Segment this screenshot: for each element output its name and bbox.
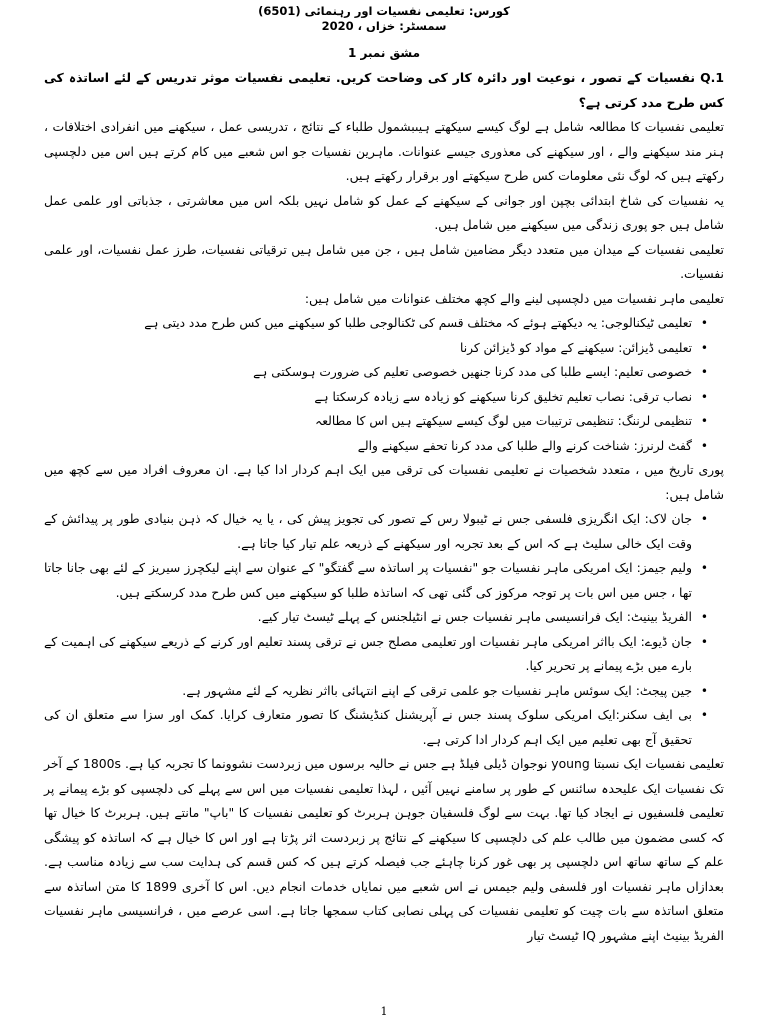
semester-line: سمسٹر: خزاں ، 2020	[321, 19, 447, 33]
list-item: • تنظیمی لرننگ: تنظیمی ترتیبات میں لوگ کیسے سیکھتے ہیں اس کا مطالعہ	[44, 409, 692, 434]
course-header	[44, 4, 724, 34]
list-item: • جان ڈیوے: ایک بااثر امریکی ماہر نفسیات اور تعلیمی مصلح جس نے ترقی پسند تعلیم اور کرنے کے ذریعے سیکھنے کی اہمیت کے بارے میں بڑے پیمانے پر تحریر کیا.	[44, 630, 692, 679]
people-list	[44, 507, 724, 752]
paragraph-4: تعلیمی ماہر نفسیات میں دلچسپی لینے والے کچھ مختلف عنوانات میں شامل ہیں:	[304, 290, 724, 306]
question-1: Q.1 نفسیات کے تصور ، نوعیت اور دائرہ کار کی وضاحت کریں. تعلیمی نفسیات موثر تدریس کے لئے اساتذہ کی کس طرح مدد کرتی ہے؟	[44, 70, 724, 110]
list-item: • خصوصی تعلیم: ایسے طلبا کی مدد کرنا جنھیں خصوصی تعلیم کی ضرورت ہوسکتی ہے	[44, 360, 692, 385]
topics-list	[44, 311, 724, 458]
paragraph-2: یہ نفسیات کی شاخ ابتدائی بچپن اور جوانی کے سیکھنے کے عمل کو شامل نہیں بلکہ اس میں معاشرتی ، جذباتی اور علمی عمل شامل ہیں جو پوری زندگی میں سیکھنے میں شامل ہیں.	[44, 192, 724, 232]
list-item: • جین پیجٹ: ایک سوئس ماہر نفسیات جو علمی ترقی کے اپنے انتہائی بااثر نظریہ کے لئے مشہور ہے.	[44, 679, 692, 704]
course-line: کورس: تعلیمی نفسیات اور رہنمائی (6501)	[258, 4, 510, 18]
list-item: • تعلیمی ٹیکنالوجی: یہ دیکھتے ہوئے کہ مختلف قسم کی ٹکنالوجی طلبا کو سیکھنے میں کس طرح مدد دیتی ہے	[44, 311, 692, 336]
list-item: • تعلیمی ڈیزائن: سیکھنے کے مواد کو ڈیزائن کرنا	[44, 336, 692, 361]
closing-paragraph: تعلیمی نفسیات ایک نسبتا young نوجوان ڈیلی فیلڈ ہے جس نے حالیہ برسوں میں زبردست نشوونما کا تجربہ کیا ہے. 1800s کے آخر تک نفسیات ایک علیحدہ سائنس کے طور پر سامنے نہیں آئیں ، لہذا تعلیمی نفسیات میں اس سے پہلے کی دلچسپی کو بڑے پیمانے پر تعلیمی فلسفیوں نے ایجاد کیا تھا. بہت سے لوگ فلسفیان جوہن ہربرٹ کو تعلیمی نفسیات کا "باپ" مانتے ہیں. ہربرٹ کا خیال تھا کہ کسی مضمون میں طالب علم کی دلچسپی کا سیکھنے کے نتائج پر زبردست اثر پڑتا ہے اور اس کا خیال ہے کہ اساتذہ کو پیشگی علم کے ساتھ ساتھ اس دلچسپی پر بھی غور کرنا چاہئے جب فیصلہ کرتے ہیں کہ کس قسم کی ہدایت سب سے زیادہ مناسب ہے. بعدازاں ماہر نفسیات اور فلسفی ولیم جیمس نے اس شعبے میں نمایاں خدمات انجام دیں. اس کا آخری 1899 کا متن اساتذہ سے متعلق اساتذہ سے بات چیت کو تعلیمی نفسیات کی پہلی نصابی کتاب سمجھا جاتا ہے. اسی عرصے میں ، فرانسیسی ماہر نفسیات الفریڈ بینیٹ اپنے مشہور IQ ٹیسٹ تیار	[44, 756, 724, 943]
history-intro: پوری تاریخ میں ، متعدد شخصیات نے تعلیمی نفسیات کی ترقی میں ایک اہم کردار ادا کیا ہے. ان معروف افراد میں سے کچھ میں شامل ہیں:	[44, 462, 724, 502]
paragraph-1: تعلیمی نفسیات کا مطالعہ شامل ہے لوگ کیسے سیکھتے ہیںبشمول طلباء کے نتائج ، تدریسی عمل ، سیکھنے میں انفرادی اختلافات ، ہنر مند سیکھنے والے ، اور سیکھنے کی معذوری جیسے عنوانات. ماہرین نفسیات جو اس شعبے میں کام کرتے ہیں اس میں دلچسپی رکھتے ہیں کہ لوگ نئی معلومات کس طرح سیکھتے اور برقرار رکھتے ہیں.	[44, 119, 724, 183]
list-item: • بی ایف سکنر:ایک امریکی سلوک پسند جس نے آپریشنل کنڈیشنگ کا تصور متعارف کرایا. کمک اور سزا سے متعلق ان کی تحقیق آج بھی تعلیم میں ایک اہم کردار ادا کرتی ہے.	[44, 703, 692, 752]
list-item: • نصاب ترقی: نصاب تعلیم تخلیق کرنا سیکھنے کو زیادہ سے زیادہ کرسکتا ہے	[44, 385, 692, 410]
list-item: • جان لاک: ایک انگریزی فلسفی جس نے ٹیبولا رس کے تصور کی تجویز پیش کی ، یا یہ خیال کہ ذہن بنیادی طور پر پیدائش کے وقت ایک خالی سلیٹ ہے کہ اس کے بعد تجربہ اور سیکھنے کے ذریعہ علم تیار کیا جاتا ہے.	[44, 507, 692, 556]
page-number: 1	[380, 1005, 388, 1018]
list-item: • ولیم جیمز: ایک امریکی ماہر نفسیات جو "نفسیات پر اساتذہ سے گفتگو" کے عنوان سے اپنے لیکچرز سیریز کے لئے بھی جانا جاتا تھا ، جس میں اس بات پر توجہ مرکوز کی گئی تھی کہ اساتذہ طلبا کو سیکھنے میں کس طرح مدد کرسکتے ہیں.	[44, 556, 692, 605]
list-item: • الفریڈ بینیٹ: ایک فرانسیسی ماہر نفسیات جس نے انٹیلجنس کے پہلے ٹیسٹ تیار کیے.	[44, 605, 692, 630]
list-item: • گفٹ لرنرز: شناخت کرنے والے طلبا کی مدد کرنا تحفے سیکھنے والے	[44, 434, 692, 459]
paragraph-3: تعلیمی نفسیات کے میدان میں متعدد دیگر مضامین شامل ہیں ، جن میں شامل ہیں ترقیاتی نفسیات، طرز عمل نفسیات، اور علمی نفسیات.	[44, 241, 724, 281]
assignment-title: مشق نمبر 1	[347, 46, 421, 60]
